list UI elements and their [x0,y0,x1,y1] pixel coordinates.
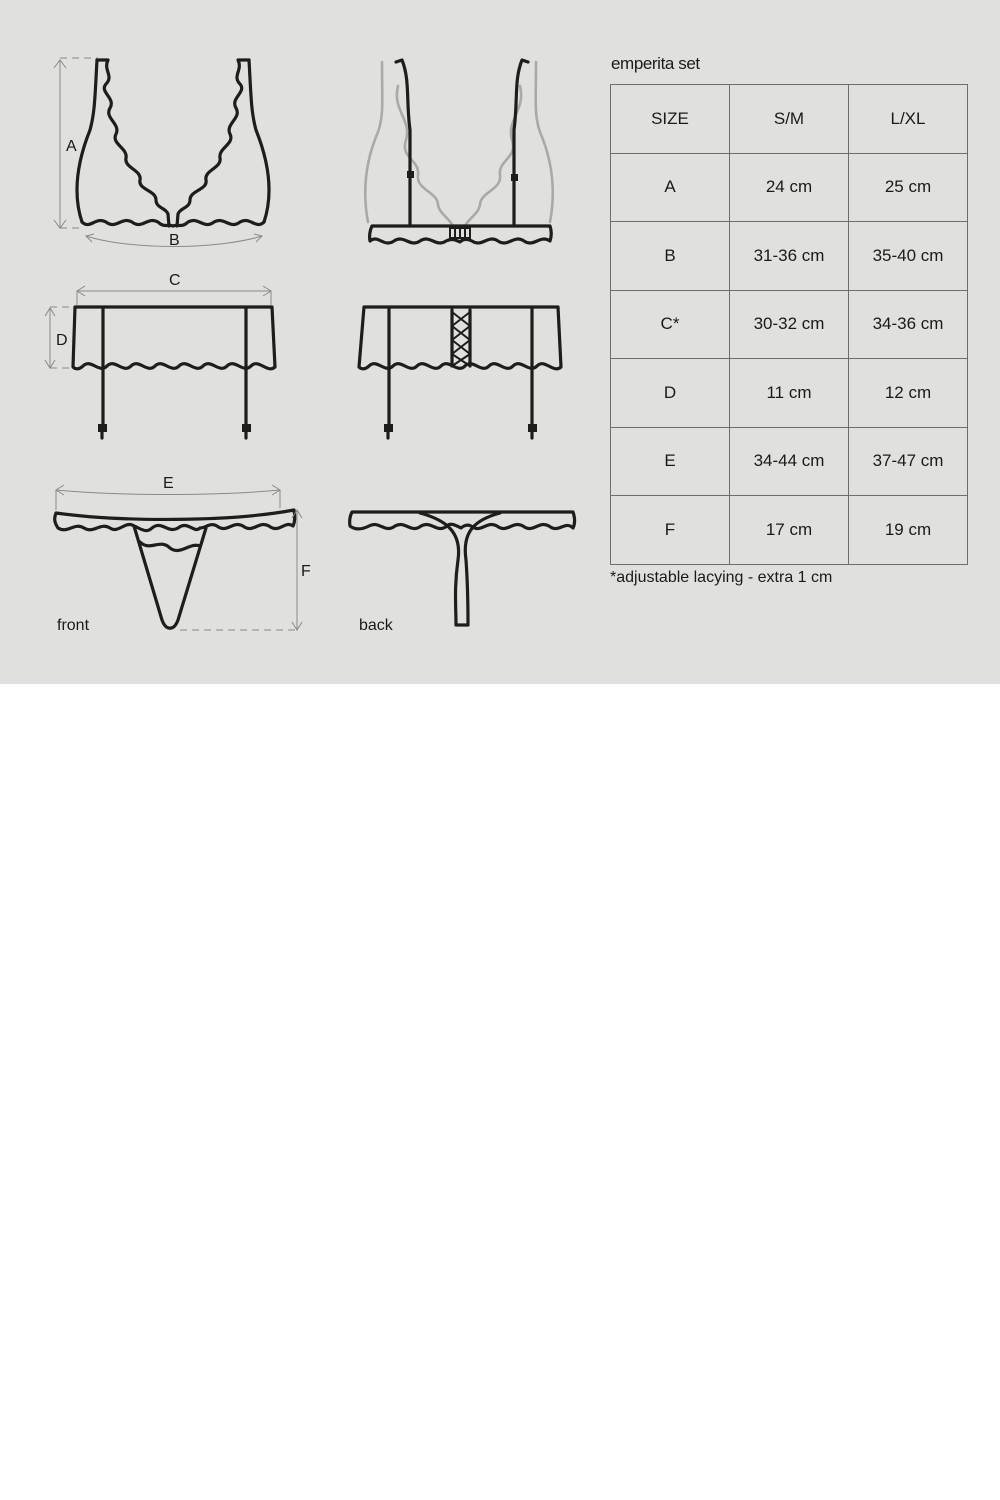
table-cell: 11 cm [730,359,849,428]
table-cell: 17 cm [730,496,849,565]
lacing-footnote: *adjustable lacying - extra 1 cm [610,569,833,586]
view-label-front: front [57,617,90,634]
dimension-label-b: B [169,232,180,249]
table-cell: 24 cm [730,153,849,222]
dimension-e [56,475,280,510]
table-cell: 37-47 cm [849,427,968,496]
header-cell-size: SIZE [611,85,730,154]
table-cell: C* [611,290,730,359]
table-cell: 19 cm [849,496,968,565]
thong-back-drawing [350,512,575,625]
dimension-d [45,307,74,368]
dimension-c [77,272,271,305]
dimension-b [86,232,262,249]
garter-belt-back-drawing [359,307,561,438]
dimension-label-e: E [163,475,174,492]
table-header-row [611,85,968,154]
table-cell: 30-32 cm [730,290,849,359]
set-title: emperita set [611,54,700,73]
table-cell: D [611,359,730,428]
garment-sketches [0,0,600,684]
header-cell-sm: S/M [730,85,849,154]
table-cell: 34-44 cm [730,427,849,496]
table-cell: B [611,222,730,291]
table-cell: F [611,496,730,565]
table-cell: 31-36 cm [730,222,849,291]
table-cell: 25 cm [849,153,968,222]
dimension-a [54,58,98,228]
table-row [611,427,968,496]
table-row [611,359,968,428]
table-cell: 12 cm [849,359,968,428]
dimension-label-d: D [56,332,68,349]
table-row [611,222,968,291]
dimension-label-a: A [66,138,77,155]
table-cell: E [611,427,730,496]
size-table [610,84,968,565]
table-row [611,496,968,565]
table-cell: A [611,153,730,222]
dimension-label-f: F [301,563,311,580]
table-cell: 34-36 cm [849,290,968,359]
header-cell-lxl: L/XL [849,85,968,154]
bra-back-drawing [365,60,553,243]
view-label-back: back [359,617,393,634]
bra-front-drawing [77,60,269,226]
table-row [611,153,968,222]
dimension-label-c: C [169,272,181,289]
thong-front-drawing [55,510,295,628]
table-row [611,290,968,359]
garter-belt-front-drawing [73,307,275,438]
table-cell: 35-40 cm [849,222,968,291]
